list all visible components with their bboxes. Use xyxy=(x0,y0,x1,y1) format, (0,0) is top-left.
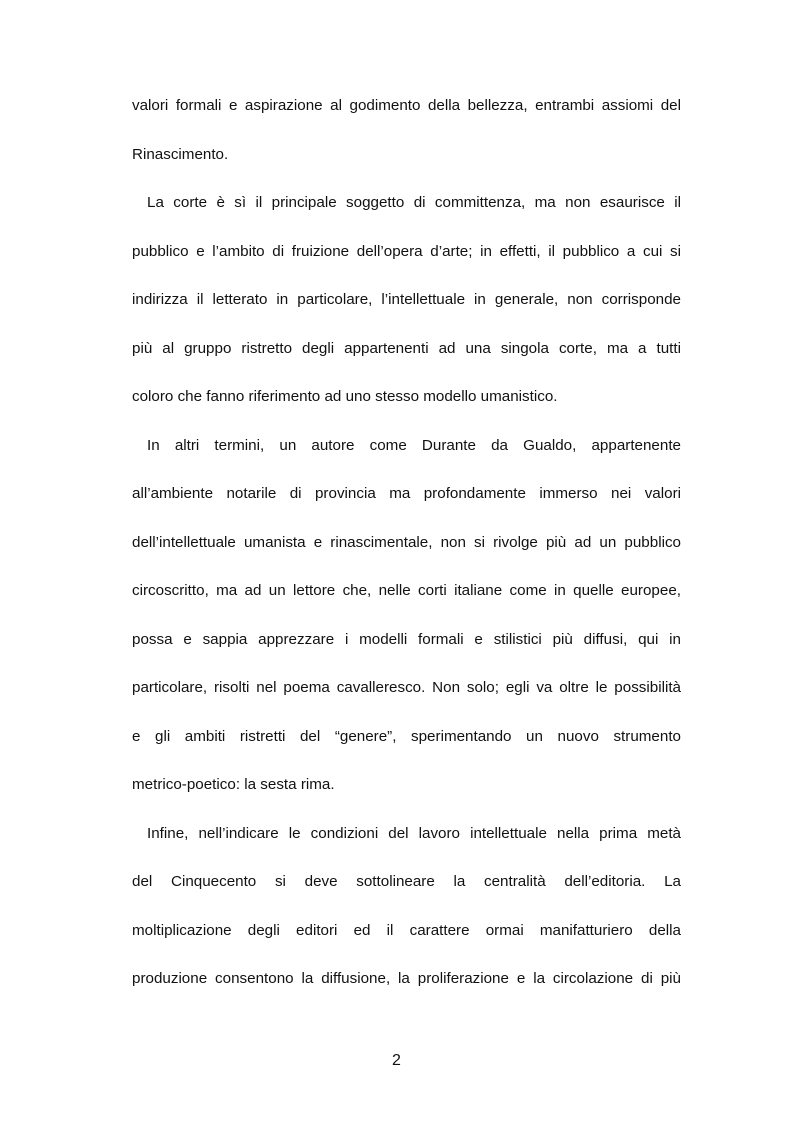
text-line: metrico-poetico: la sesta rima. xyxy=(132,776,335,793)
text-line: valori formali e aspirazione al godimento della bellezza, entrambi assiomi del xyxy=(132,97,681,114)
text-line: La corte è sì il principale soggetto di committenza, ma non esaurisce il xyxy=(147,194,681,211)
text-line: indirizza il letterato in particolare, l’intellettuale in generale, non corrisponde xyxy=(132,291,681,308)
text-line: circoscritto, ma ad un lettore che, nelle corti italiane come in quelle europee, xyxy=(132,582,681,599)
text-line: all’ambiente notarile di provincia ma profondamente immerso nei valori xyxy=(132,485,681,502)
text-line: moltiplicazione degli editori ed il carattere ormai manifatturiero della xyxy=(132,921,681,939)
text-line: più al gruppo ristretto degli appartenenti ad una singola corte, ma a tutti xyxy=(132,339,681,357)
page-number: 2 xyxy=(392,1052,401,1069)
text-line: possa e sappia apprezzare i modelli formali e stilistici più diffusi, qui in xyxy=(132,630,681,648)
text-line: In altri termini, un autore come Durante da Gualdo, appartenente xyxy=(147,436,681,454)
text-line: del Cinquecento si deve sottolineare la centralità dell’editoria. La xyxy=(132,873,681,890)
text-line: Infine, nell’indicare le condizioni del lavoro intellettuale nella prima metà xyxy=(147,824,681,842)
text-line: particolare, risolti nel poema cavalleresco. Non solo; egli va oltre le possibilità xyxy=(132,679,681,696)
text-line: Rinascimento. xyxy=(132,145,229,163)
text-line: pubblico e l’ambito di fruizione dell’opera d’arte; in effetti, il pubblico a cui si xyxy=(132,242,681,260)
body-text xyxy=(132,92,681,1014)
text-line: e gli ambiti ristretti del “genere”, sperimentando un nuovo strumento xyxy=(132,727,681,745)
text-line: dell’intellettuale umanista e rinascimentale, non si rivolge più ad un pubblico xyxy=(132,533,681,551)
text-line: produzione consentono la diffusione, la proliferazione e la circolazione di più xyxy=(132,970,681,987)
text-line: coloro che fanno riferimento ad uno stesso modello umanistico. xyxy=(132,388,558,405)
